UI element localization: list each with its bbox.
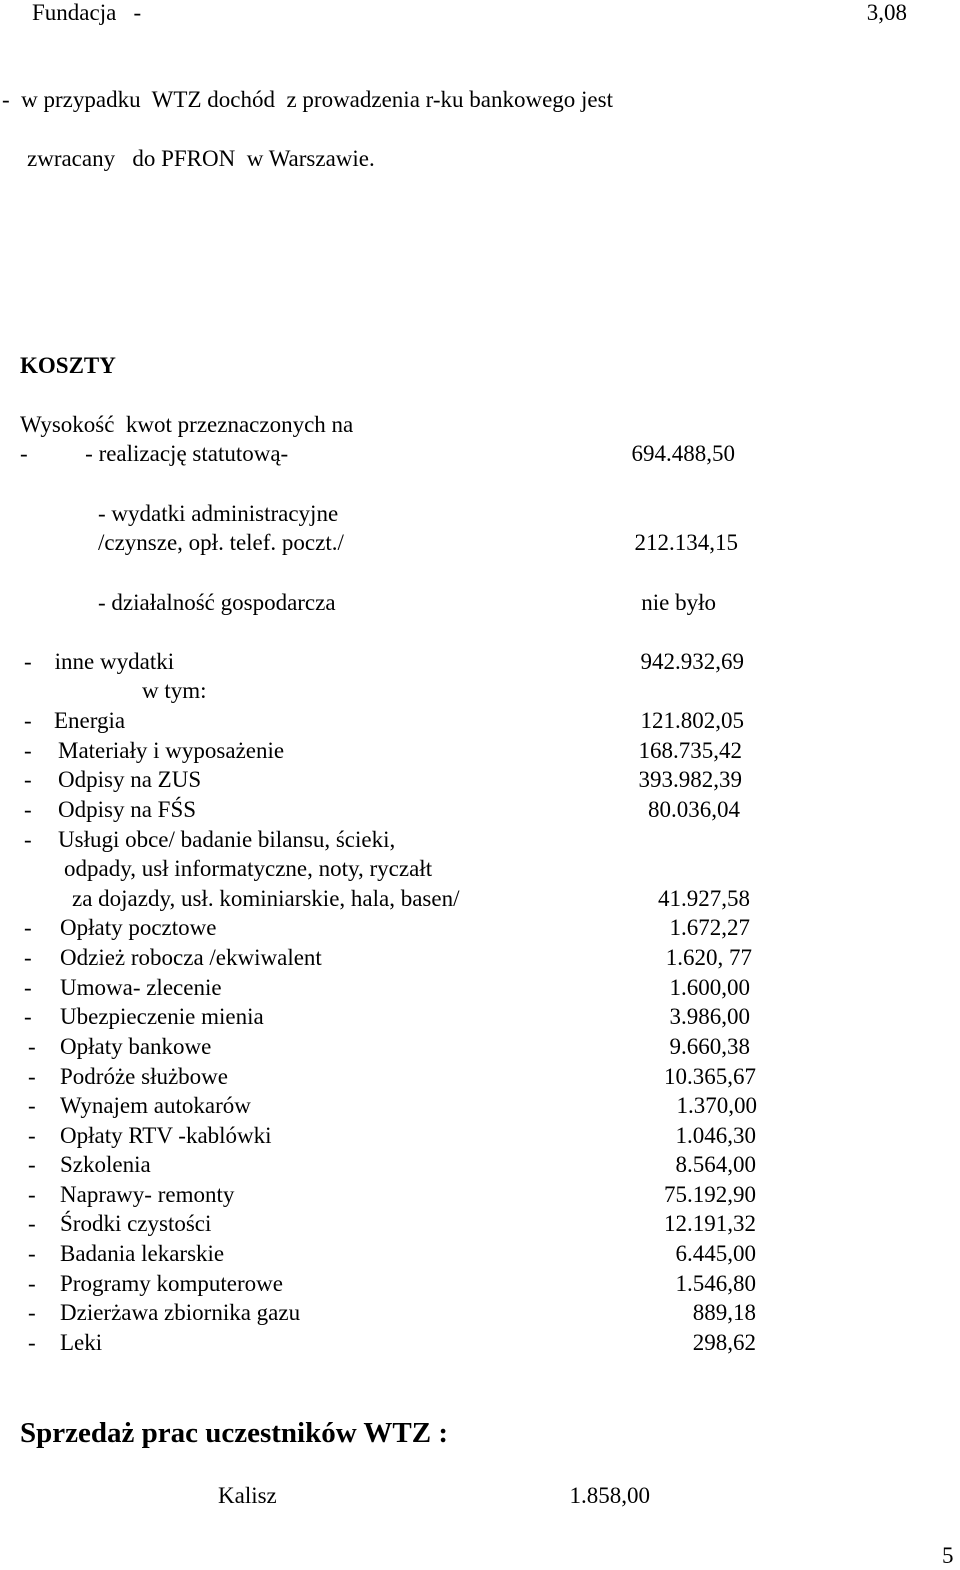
list-item-label: Szkolenia: [60, 1152, 151, 1177]
sprzedaz-city: Kalisz: [218, 1483, 277, 1508]
list-item-value: 1.672,27: [669, 915, 750, 940]
list-item-value: 1.546,80: [675, 1271, 756, 1296]
list-item-dash: -: [28, 1330, 36, 1355]
list-item-dash: -: [28, 1093, 36, 1118]
list-item-label: Odzież robocza /ekwiwalent: [60, 945, 322, 970]
list-item-label: Naprawy- remonty: [60, 1182, 235, 1207]
list-item-dash: -: [28, 1123, 36, 1148]
list-item-value: 75.192,90: [664, 1182, 756, 1207]
admin-label-line1: - wydatki administracyjne: [98, 501, 339, 526]
list-item-value: 1.046,30: [675, 1123, 756, 1148]
list-item-dash: -: [24, 1004, 32, 1029]
list-item-dash: -: [28, 1152, 36, 1177]
wtym-label: w tym:: [142, 678, 207, 703]
gosp-label: - działalność gospodarcza: [98, 590, 336, 615]
list-item-dash: -: [24, 945, 32, 970]
list-item-label: Środki czystości: [60, 1211, 212, 1236]
fundacja-label: Fundacja -: [32, 0, 142, 25]
uslugi-value: 41.927,58: [658, 886, 750, 911]
list-item-value: 168.735,42: [638, 738, 742, 763]
list-item-dash: -: [28, 1034, 36, 1059]
wtz-note-line2: zwracany do PFRON w Warszawie.: [27, 146, 375, 171]
uslugi-line3: za dojazdy, usł. kominiarskie, hala, basen/: [72, 886, 460, 911]
list-item-value: 1.370,00: [676, 1093, 757, 1118]
list-item-dash: -: [24, 915, 32, 940]
list-item-dash: -: [28, 1241, 36, 1266]
koszty-heading: KOSZTY: [20, 353, 116, 378]
uslugi-line2: odpady, usł informatyczne, noty, ryczałt: [64, 856, 433, 881]
list-item-value: 12.191,32: [664, 1211, 756, 1236]
gosp-value: nie było: [641, 590, 716, 615]
list-item-label: Leki: [60, 1330, 103, 1355]
inne-label: - inne wydatki: [24, 649, 175, 674]
list-item-label: Opłaty pocztowe: [60, 915, 217, 940]
list-item-value: 3.986,00: [669, 1004, 750, 1029]
list-item-label: Opłaty RTV -kablówki: [60, 1123, 272, 1148]
list-item-label: Odpisy na ZUS: [58, 767, 202, 792]
list-item-value: 8.564,00: [675, 1152, 756, 1177]
list-item-dash: -: [24, 767, 32, 792]
inne-value: 942.932,69: [640, 649, 744, 674]
list-item-value: 1.620, 77: [665, 945, 752, 970]
list-item-dash: -: [24, 797, 32, 822]
list-item-label: Ubezpieczenie mienia: [60, 1004, 264, 1029]
list-item-dash: -: [28, 1211, 36, 1236]
list-item-label: Badania lekarskie: [60, 1241, 225, 1266]
list-item-label: Programy komputerowe: [60, 1271, 283, 1296]
list-item-label: Odpisy na FŚS: [58, 797, 197, 822]
list-item-label: Podróże służbowe: [60, 1064, 228, 1089]
sprzedaz-heading: Sprzedaż prac uczestników WTZ :: [20, 1417, 449, 1449]
admin-value: 212.134,15: [634, 530, 738, 555]
list-item-value: 9.660,38: [669, 1034, 750, 1059]
statutowa-value: 694.488,50: [631, 441, 735, 466]
list-item-label: Umowa- zlecenie: [60, 975, 222, 1000]
list-item-value: 298,62: [692, 1330, 756, 1355]
list-item-label: Dzierżawa zbiornika gazu: [60, 1300, 301, 1325]
fundacja-value: 3,08: [866, 0, 907, 25]
list-item-value: 393.982,39: [638, 767, 742, 792]
list-item-value: 80.036,04: [648, 797, 740, 822]
list-item-label: Wynajem autokarów: [60, 1093, 251, 1118]
uslugi-dash: -: [24, 827, 32, 852]
list-item-dash: -: [24, 708, 32, 733]
list-item-value: 889,18: [692, 1300, 756, 1325]
list-item-dash: -: [28, 1182, 36, 1207]
list-item-value: 1.600,00: [669, 975, 750, 1000]
admin-label-line2: /czynsze, opł. telef. poczt./: [98, 530, 344, 555]
list-item-dash: -: [28, 1271, 36, 1296]
sprzedaz-value: 1.858,00: [569, 1483, 650, 1508]
list-item-label: Opłaty bankowe: [60, 1034, 212, 1059]
list-item-label: Materiały i wyposażenie: [58, 738, 285, 763]
list-item-value: 10.365,67: [664, 1064, 756, 1089]
list-item-dash: -: [28, 1300, 36, 1325]
list-item-label: Energia: [54, 708, 126, 733]
list-item-dash: -: [24, 738, 32, 763]
statutowa-label: - - realizację statutową-: [20, 441, 289, 466]
uslugi-line1: Usługi obce/ badanie bilansu, ścieki,: [58, 827, 396, 852]
page-number: 5: [942, 1543, 954, 1568]
list-item-value: 6.445,00: [675, 1241, 756, 1266]
wtz-note-line1: - w przypadku WTZ dochód z prowadzenia r-ku bankowego jest: [2, 87, 613, 112]
list-item-dash: -: [28, 1064, 36, 1089]
list-item-value: 121.802,05: [640, 708, 744, 733]
list-item-dash: -: [24, 975, 32, 1000]
koszty-subtitle: Wysokość kwot przeznaczonych na: [20, 412, 354, 437]
